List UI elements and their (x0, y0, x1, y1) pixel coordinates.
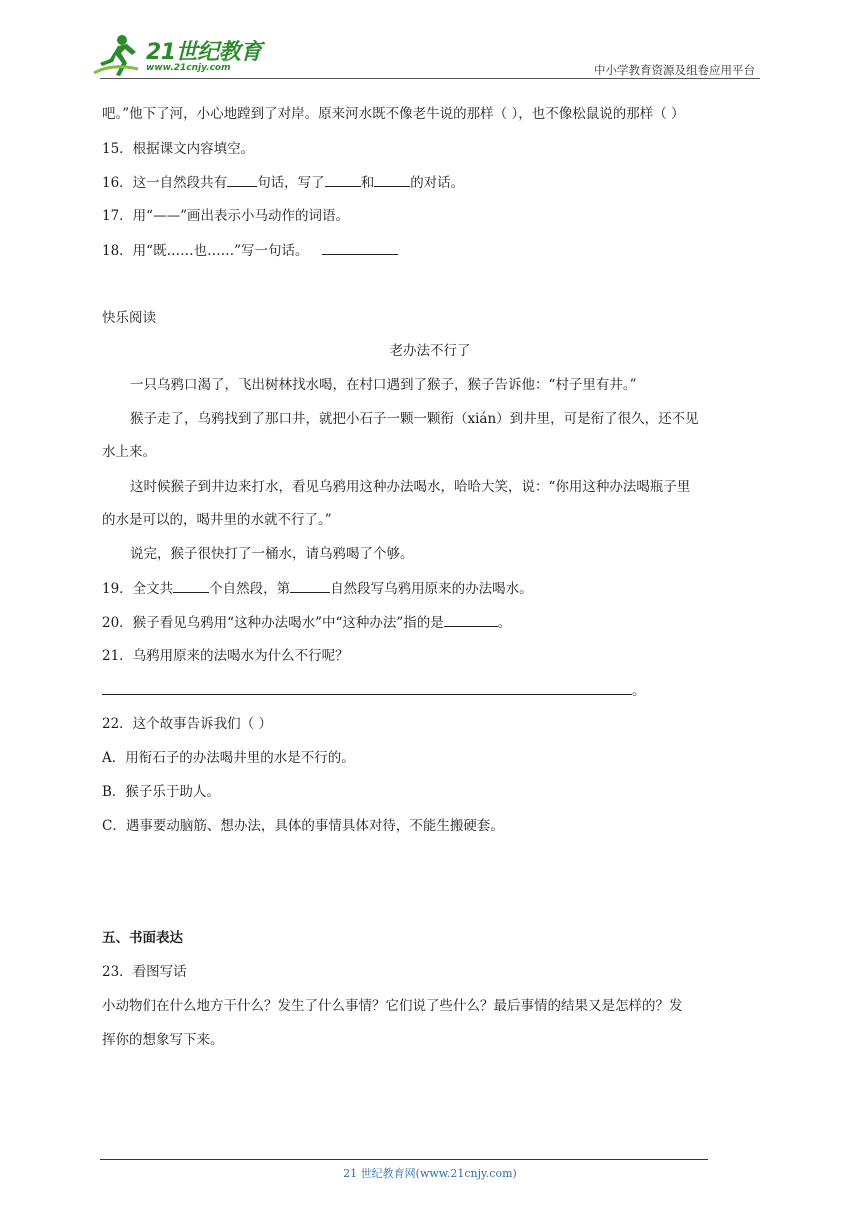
option-c[interactable]: C．遇事要动脑筋、想办法，具体的事情具体对待，不能生搬硬套。 (102, 818, 504, 834)
answer-blank[interactable] (102, 680, 632, 695)
question-19-part: 个自然段，第 (209, 581, 291, 597)
writing-prompt-continued: 挥你的想象写下来。 (102, 1032, 224, 1048)
logo-url: www.21cnjy.com (146, 63, 231, 73)
footer-site-link[interactable]: 21 世纪教育网(www.21cnjy.com) (343, 1167, 517, 1180)
footer-divider (100, 1159, 708, 1160)
question-16 (102, 172, 464, 193)
question-20-end: 。 (497, 615, 512, 631)
question-18-text: 18．用“既……也……”写一句话。 (102, 243, 309, 259)
runner-logo-icon (92, 33, 144, 77)
story-paragraph: 猴子走了，乌鸦找到了那口井，就把小石子一颗一颗衔（xián）到井里，可是衔了很久，还不见 (130, 411, 699, 427)
question-21: 21．乌鸦用原来的法喝水为什么不行呢？ (102, 648, 349, 664)
section-heading-writing: 五、书面表达 (102, 930, 183, 946)
story-title: 老办法不行了 (389, 343, 471, 359)
section-heading-reading: 快乐阅读 (102, 310, 156, 326)
question-20-text: 20．猴子看见乌鸦用“这种办法喝水”中“这种办法”指的是 (102, 615, 444, 631)
question-21-end: 。 (632, 683, 646, 699)
answer-blank[interactable] (173, 578, 209, 593)
question-18 (102, 240, 398, 261)
question-22: 22．这个故事告诉我们（ ） (102, 716, 272, 732)
passage-line: 吧。”他下了河，小心地蹚到了对岸。原来河水既不像老牛说的那样（ ），也不像松鼠说的那样（ ） (102, 106, 685, 122)
question-19-part: 自然段写乌鸦用原来的办法喝水。 (330, 581, 533, 597)
story-paragraph: 一只乌鸦口渴了，飞出树林找水喝，在村口遇到了猴子，猴子告诉他：“村子里有井。” (130, 377, 637, 393)
question-17: 17．用“——”画出表示小马动作的词语。 (102, 208, 349, 224)
answer-blank[interactable] (290, 578, 330, 593)
header-divider (100, 78, 760, 79)
question-21-answer-line (102, 680, 646, 701)
answer-blank[interactable] (227, 172, 257, 187)
question-16-part: 句话，写了 (257, 175, 325, 191)
logo-text: 21世纪教育 (146, 40, 262, 65)
question-15: 15．根据课文内容填空。 (102, 141, 255, 157)
story-paragraph: 这时候猴子到井边来打水，看见乌鸦用这种办法喝水，哈哈大笑，说：“你用这种办法喝瓶子里 (130, 479, 691, 495)
question-23: 23．看图写话 (102, 964, 187, 980)
page-header (0, 0, 860, 80)
option-b[interactable]: B．猴子乐于助人。 (102, 784, 220, 800)
story-paragraph-continued: 水上来。 (102, 444, 156, 460)
story-paragraph-continued: 的水是可以的，喝井里的水就不行了。” (102, 512, 332, 528)
question-19-part: 19．全文共 (102, 581, 174, 597)
answer-blank[interactable] (374, 172, 410, 187)
header-platform-label: 中小学教育资源及组卷应用平台 (594, 63, 755, 77)
site-logo (92, 33, 262, 79)
question-16-part: 和 (360, 175, 375, 191)
option-a[interactable]: A．用衔石子的办法喝井里的水是不行的。 (102, 750, 355, 766)
answer-blank[interactable] (322, 240, 398, 255)
answer-blank[interactable] (444, 612, 498, 627)
answer-blank[interactable] (325, 172, 361, 187)
writing-prompt: 小动物们在什么地方干什么？发生了什么事情？它们说了些什么？最后事情的结果又是怎样的？发 (102, 998, 683, 1014)
question-16-part: 16．这一自然段共有 (102, 175, 228, 191)
question-16-part: 的对话。 (410, 175, 465, 191)
story-paragraph: 说完，猴子很快打了一桶水，请乌鸦喝了个够。 (130, 546, 414, 562)
question-19 (102, 578, 533, 599)
question-20 (102, 612, 511, 633)
